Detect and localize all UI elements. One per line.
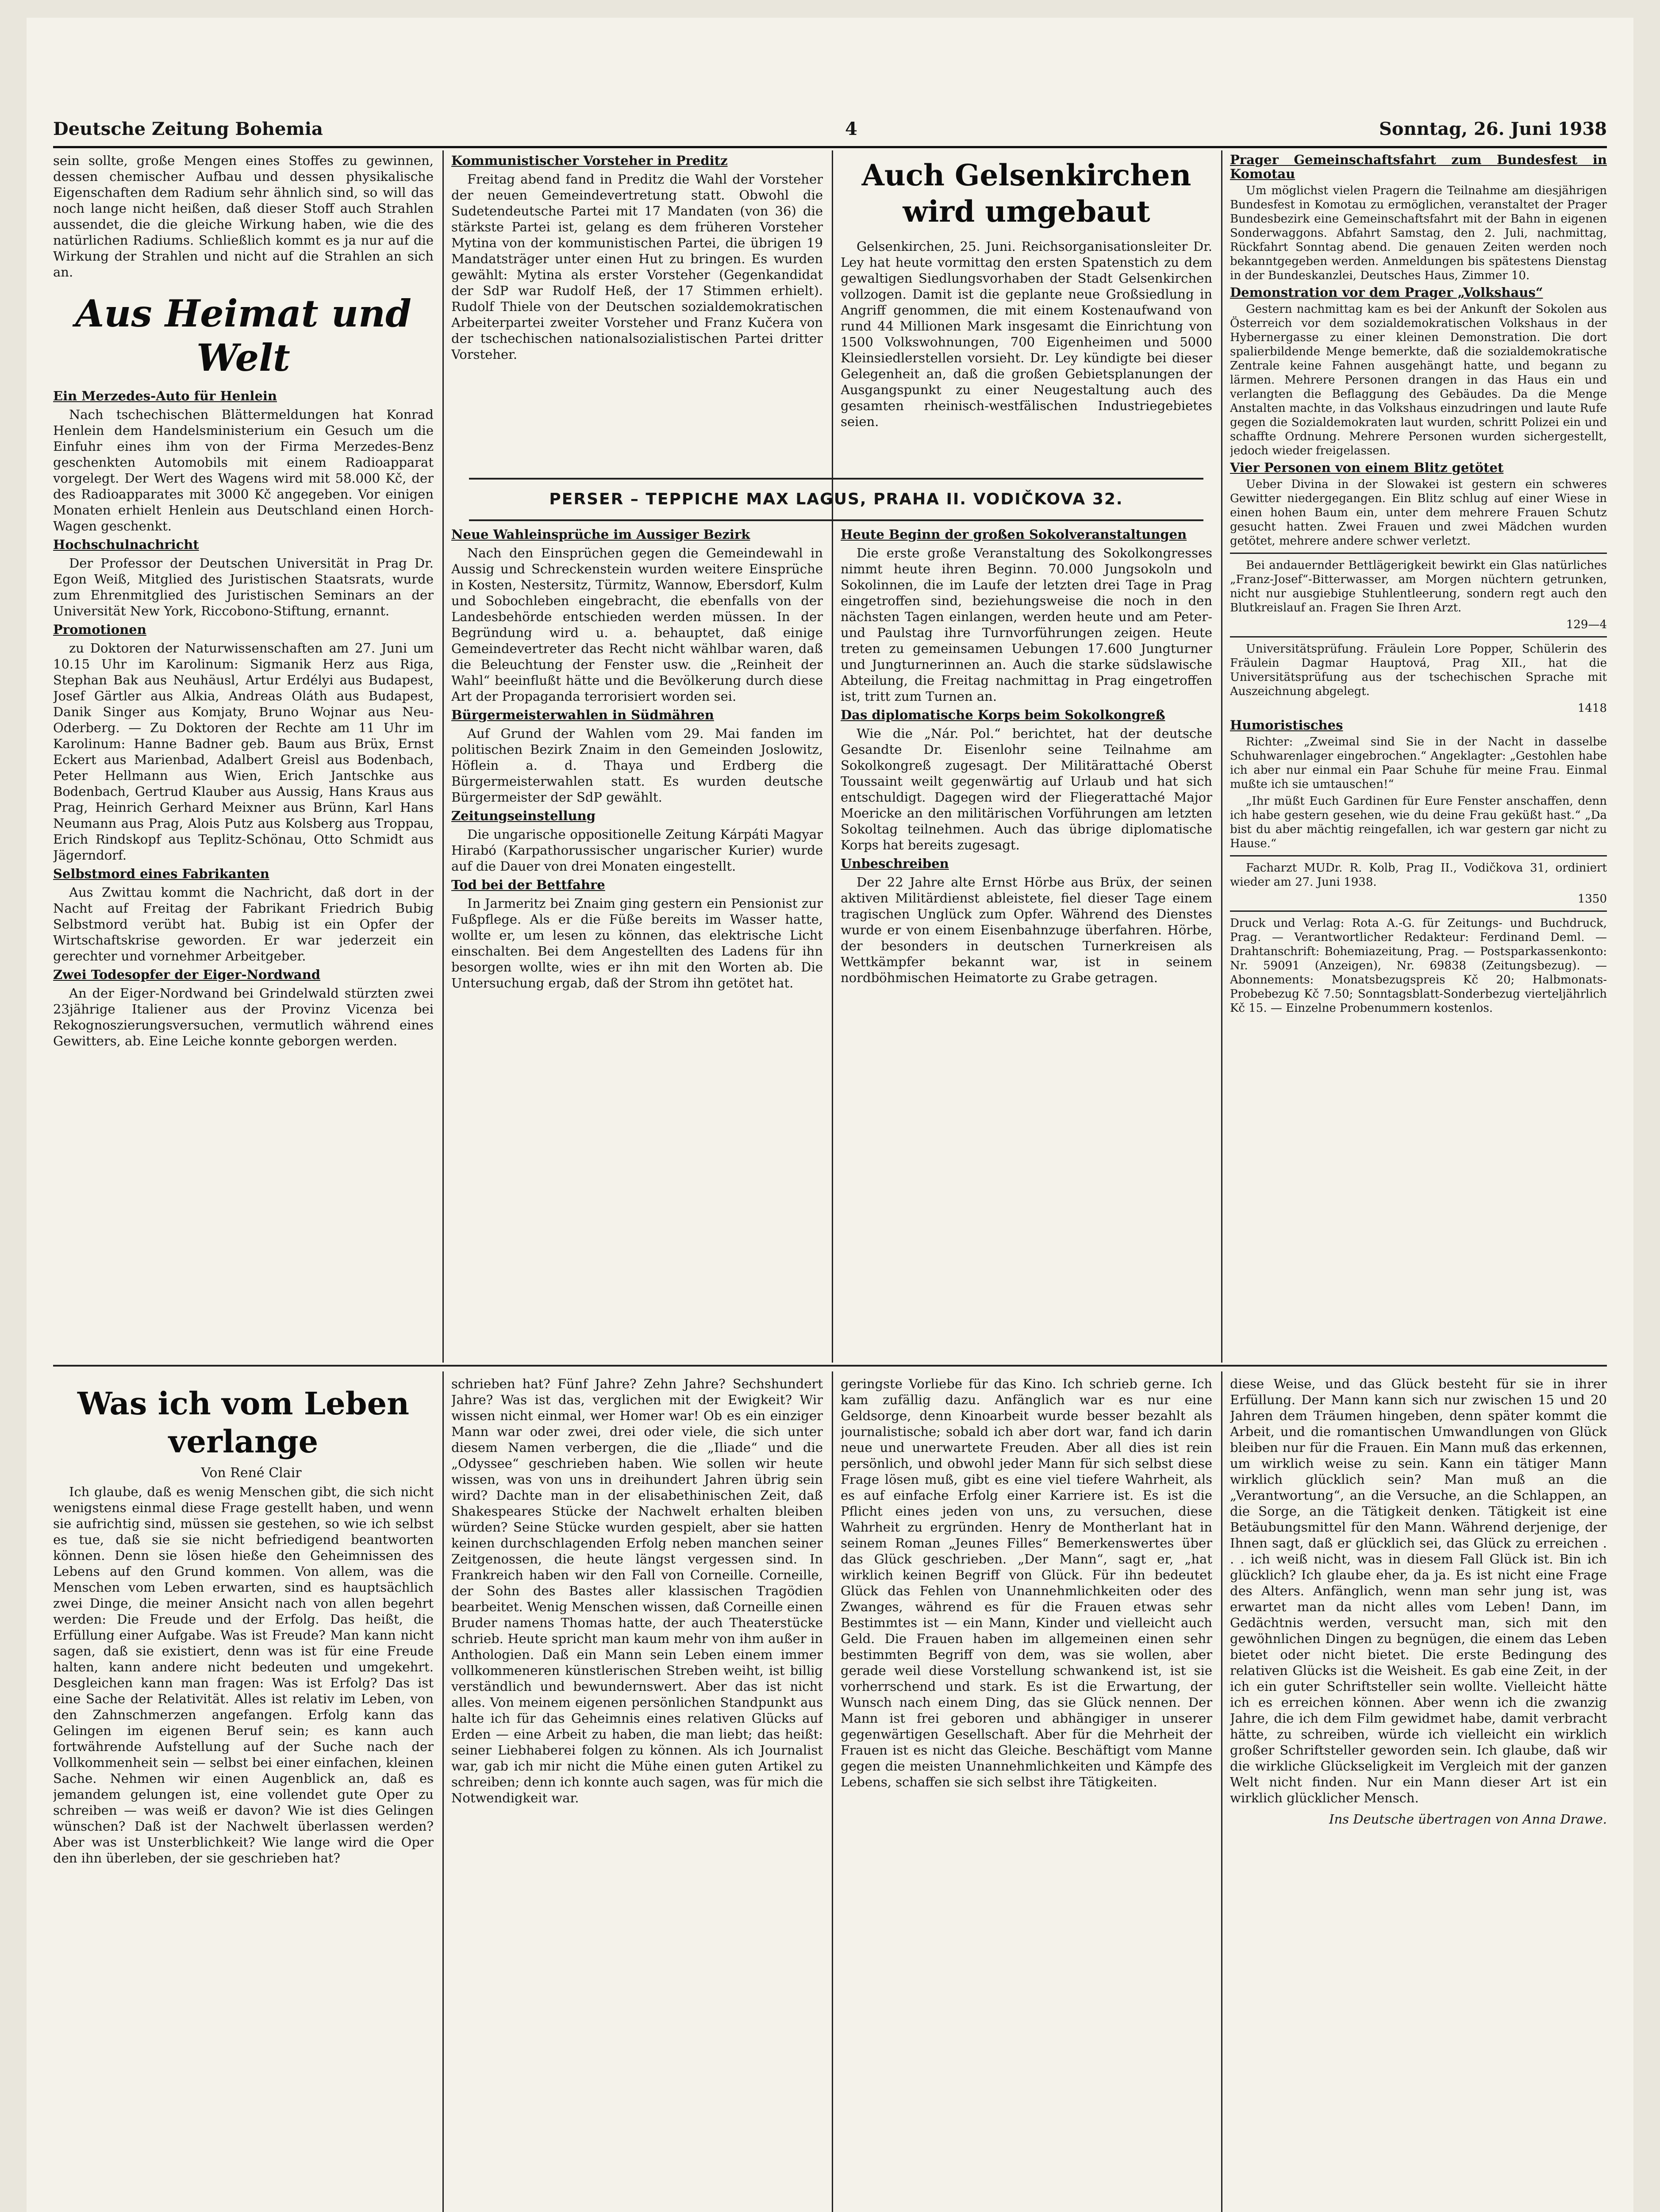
headline: Neue Wahleinsprüche im Aussiger Bezirk [451,527,750,542]
headline: Zeitungseinstellung [451,808,596,823]
headline: Zwei Todesopfer der Eiger-Nordwand [53,967,321,982]
article-text: Freitag abend fand in Preditz die Wahl der Vorsteher der neuen Gemeindevertretung statt. Obwohl die Sudetendeutsche Partei mit 17 Mandaten (von 36) die stärkste Partei ist, gelang es dem früheren Vorsteher Mytina von der kommunistischen Partei, die übrigen 19 Mandatsträger unter einen Hut zu bringen. Es wurden gewählt: Mytina als erster Vorsteher (Gegenkandidat der SdP war Rudolf Heß, der 17 Stimmen erhielt). Rudolf Thiele von der Deutschen sozialdemokratischen Arbeiterpartei zweiter Vorsteher und Franz Kučera von der tschechischen nationalsozialistischen Partei dritter Vorsteher. [451,172,823,362]
essay-text: geringste Vorliebe für das Kino. Ich schrieb gerne. Ich kam zufällig dazu. Anfänglich war es nur eine Geldsorge, denn Kinoarbeit wurde besser bezahlt als journalistische; sobald ich aber dort war, fand ich darin neue und unerwartete Freuden. Aber all dies ist rein persönlich, und obwohl jeder Mann für sich selbst diese Frage lösen muß, gibt es eine viel tiefere Wahrheit, als es auf einfache Erfolg einer Karriere ist. Es ist die Pflicht eines jeden von uns, zu versuchen, diese Wahrheit zu ergründen. Henry de Montherlant hat in seinem Roman „Jeunes Filles“ Bemerkenswertes über das Glück geschrieben. „Der Mann“, sagt er, „hat wirklich keinen Begriff von Glück. Für ihn bedeutet Glück das Fehlen von Unannehmlichkeiten oder des Zwanges, während es für die Frauen etwas sehr Bestimmtes ist — ein Mann, Kinder und vielleicht auch Geld. Die Frauen haben im allgemeinen einen sehr bestimmten Begriff von dem, was sie wollen, aber gerade weil diese Vorstellung schwankend ist, ist sie vorherrschend und stark. Es ist die Erwartung, der Wunsch nach einem Ding, das sie Glück nennen. Der Mann ist frei geboren und abhängiger in unserer gegenwärtigen Gesellschaft. Aber für die Mehrheit der Frauen ist es nicht das Gleiche. Beschäftigt vom Manne gegen die meisten Unannehmlichkeiten und Kämpfe des Lebens, schaffen sie sich selbst ihre Tätigkeiten. [841,1376,1212,1790]
article-title: Auch Gelsenkirchen wird umgebaut [861,158,1191,229]
advertisement-banner: PERSER – TEPPICHE MAX LAGUS, PRAHA II. VODIČKOVA 32. [469,478,1203,521]
headline: Tod bei der Bettfahre [451,877,605,892]
header-paper-name: Deutsche Zeitung Bohemia [53,119,323,139]
column-rule [832,1371,833,2212]
headline: Hochschulnachricht [53,537,199,552]
headline: Unbeschreiben [841,856,949,871]
essay-title: Was ich vom Leben verlange [77,1385,410,1460]
article-text: „Ihr müßt Euch Gardinen für Eure Fenster anschaffen, denn ich habe gestern gesehen, wie du deine Frau geküßt hast.“ „Da bist du aber mächtig reingefallen, ich war gestern gar nicht zu Hause.“ [1230,795,1607,850]
headline: Demonstration vor dem Prager „Volkshaus“ [1230,285,1543,300]
column-third-lower [841,526,1212,1358]
article-text: Richter: „Zweimal sind Sie in der Nacht in dasselbe Schuhwarenlager eingebrochen.“ Angeklagter: „Gestohlen habe ich aber nur einmal ein Paar Schuhe für meine Frau. Einmal mußte ich sie umtauschen!“ [1230,735,1607,791]
article-text: Aus Zwittau kommt die Nachricht, daß dort in der Nacht auf Freitag der Fabrikant Friedrich Bubig Selbstmord verübt hat. Bubig ist ein Opfer der Wirtschaftskrise geworden. Er war jederzeit ein gerechter und vornehmer Arbeitgeber. [53,885,434,964]
article-text: Der Professor der Deutschen Universität in Prag Dr. Egon Weiß, Mitglied des Juristischen Staatsrats, wurde zum Ehrenmitglied des Juristischen Seminars an der Universität New York, Riccobono-Stiftung, ernannt. [53,556,434,618]
headline: Heute Beginn der großen Sokolveranstaltungen [841,527,1187,542]
newspaper-page [27,18,1633,2212]
article-text: An der Eiger-Nordwand bei Grindelwald stürzten zwei 23jährige Italiener aus der Provinz Vicenza bei Rekognoszierungsversuchen, vermutlich während eines Gewitters, ab. Eine Leiche konnte geborgen werden. [53,986,434,1048]
section-divider [53,1365,1607,1367]
essay-text: diese Weise, und das Glück besteht für sie in ihrer Erfüllung. Der Mann kann sich nur zwischen 15 und 20 Jahren dem Träumen hingeben, denn später kommt die Arbeit, und die romantischen Umwandlungen von Glück bleiben nur für die Frauen. Ein Mann muß das erkennen, um wirklich weise zu sein. Kann ein tätiger Mann wirklich glücklich sein? Man muß an die „Verantwortung“, an die Versuche, an die Schlappen, an die Sorge, an die Tätigkeit denken. Tätigkeit ist eine Betäubungsmittel für den Mann. Während derjenige, der Ihnen sagt, daß er glücklich sei, das Glück zu erreichen . . . ich weiß nicht, was in diesem Fall Glück ist. Bin ich glücklich? Ich glaube eher, da ja. Es ist nicht eine Frage des Alters. Anfänglich, wenn man sehr jung ist, was erwartet man da nicht alles vom Leben! Dann, im Gedächtnis werden, versucht man, sich mit den gewöhnlichen Dingen zu begnügen, die einem das Leben bietet oder nicht bietet. Die erste Bedingung des relativen Glücks ist die Weisheit. Es gab eine Zeit, in der ich ein guter Schriftsteller sein wollte. Vielleicht hätte ich es erreichen können. Aber wenn ich die zwanzig Jahre, die ich dem Film gewidmet habe, damit verbracht hätte, zu schreiben, würde ich vielleicht ein wirklich großer Schriftsteller geworden sein. Ich glaube, daß wir die wirkliche Glückseligkeit im Vergleich mit der ganzen Welt nicht finden. Nur ein Mann dieser Art ist ein wirklich glücklicher Mensch. [1230,1376,1607,1805]
article-text: Nach tschechischen Blättermeldungen hat Konrad Henlein dem Handelsministerium ein Gesuch um die Einfuhr eines ihm von der Firma Merzedes-Benz geschenkten Automobils mit einem Radioapparat vorgelegt. Der Wert des Wagens wird mit 58.000 Kč, der des Radioapparates mit 3000 Kč angegeben. Vor einigen Monaten erhielt Henlein aus Deutschland einen Horch-Wagen geschenkt. [53,407,434,534]
headline: Selbstmord eines Fabrikanten [53,866,269,881]
column-rule [1221,1371,1222,2212]
column-rule [1221,150,1222,1363]
column-third-top [841,153,1212,471]
headline: Vier Personen von einem Blitz getötet [1230,460,1504,475]
essay-byline: Von René Clair [201,1465,302,1481]
article-text: Die erste große Veranstaltung des Sokolkongresses nimmt heute ihren Beginn. 70.000 Jungsokoln und Sokolinnen, die im Laufe der letzten drei Tage in Prag eingetroffen sind, beziehungsweise die noch in den nächsten Tagen einlangen, werden heute und am Peter- und Paulstag ihre Turnvorführungen zeigen. Heute treten zu gemeinsamen Uebungen 17.600 Jungturner und Jungturnerinnen an. Auch die starke südslawische Abteilung, die Freitag nachmittag in Prag eingetroffen ist, tritt zum Turnen an. [841,545,1212,704]
notice-code: 129—4 [1566,618,1607,631]
article-text: Die ungarische oppositionelle Zeitung Kárpáti Magyar Hirabó (Karpathorussischer ungarischer Kurier) wurde auf die Dauer von drei Monaten eingestellt. [451,827,823,874]
article-text: Nach den Einsprüchen gegen die Gemeindewahl in Aussig und Schreckenstein wurden weitere Einsprüche in Kosten, Nestersitz, Türmitz, Wannow, Ebersdorf, Kulm und Sobochleben eingebracht, die ebenfalls von der Landesbehörde entschieden werden müssen. In der Begründung wird u. a. behauptet, daß einige Gemeindevertreter das Recht nicht wählbar waren, daß die Beleuchtung der Fenster usw. die „Reinheit der Wahl“ beeinflußt hätte und die Bevölkerung durch diese Art der Propaganda terrorisiert worden sei. [451,545,823,704]
essay-column-3 [841,1376,1212,2212]
headline: Prager Gemeinschaftsfahrt zum Bundesfest in Komotau [1230,153,1607,181]
headline: Kommunistischer Vorsteher in Preditz [451,153,728,168]
notice-code: 1418 [1577,702,1607,715]
headline: Promotionen [53,622,146,637]
column-rule [442,150,444,1363]
notice-text: Universitätsprüfung. Fräulein Lore Popper, Schülerin des Fräulein Dagmar Hauptová, Prag XII., hat die Universitätsprüfung aus der tschechischen Sprache mit Auszeichnung abgelegt. [1230,642,1607,698]
notice-text: Bei andauernder Bettlägerigkeit bewirkt ein Glas natürliches „Franz-Josef“-Bitterwasser, am Morgen nüchtern getrunken, nicht nur ausgiebige Stuhlentleerung, sondern regt auch den Blutkreislauf an. Fragen Sie Ihren Arzt. [1230,559,1607,614]
page-header [53,115,1607,148]
imprint: Druck und Verlag: Rota A.-G. für Zeitungs- und Buchdruck, Prag. — Verantwortlicher Redakteur: Ferdinand Deml. — Drahtanschrift: Bohemiazeitung, Prag. — Postsparkassenkonto: Nr. 59091 (Anzeigen), Nr. 69838 (Zeitungsbezug). — Abonnements: Monatsbezugspreis Kč 20; Halbmonats-Probebezug Kč 7.50; Sonntagsblatt-Sonderbezug vierteljährlich Kč 15. — Einzelne Probenummern kostenlos. [1230,917,1607,1015]
column-second-top [451,153,823,471]
essay-column-1 [53,1376,434,2212]
article-text: Der 22 Jahre alte Ernst Hörbe aus Brüx, der seinen aktiven Militärdienst ableistete, fiel dieser Tage einem tragischen Unglück zum Opfer. Während des Dienstes wurde er von einem Eisenbahnzuge überfahren. Hörbe, der besonders in deutschen Turnerkreisen als Wettkämpfer bekannt war, ist in seinem nordböhmischen Heimatorte zu Grabe getragen. [841,875,1212,985]
article-text: zu Doktoren der Naturwissenschaften am 27. Juni um 10.15 Uhr im Karolinum: Sigmanik Herz aus Riga, Stephan Bak aus Neuhäusl, Artur Erdélyi aus Budapest, Josef Gärtler aus Alkia, Andreas Oláth aus Budapest, Danik Singer aus Komjaty, Bruno Wojnar aus Neu-Oderberg. — Zu Doktoren der Rechte am 11 Uhr im Karolinum: Hanne Badner geb. Baum aus Brüx, Ernst Eckert aus Marienbad, Adalbert Greisl aus Bodenbach, Peter Hellmann aus Wien, Erich Jantschke aus Bodenbach, Gertrud Klauber aus Aussig, Hans Kraus aus Prag, Heinrich Gerhard Meixner aus Brünn, Karl Hans Neumann aus Prag, Alois Putz aus Kolsberg aus Troppau, Erich Rindskopf aus Teplitz-Schönau, Otto Schmidt aus Jägerndorf. [53,641,434,863]
headline: Bürgermeisterwahlen in Südmähren [451,707,714,722]
intro-text: sein sollte, große Mengen eines Stoffes zu gewinnen, dessen chemischer Aufbau und dessen physikalische Eigenschaften dem Radium sehr ähnlich sind, so will das noch lange nicht heißen, daß dieser Stoff auch Strahlen aussendet, die die gleiche Wirkung haben, wie die des natürlichen Radiums. Schließlich kommt es ja nur auf die Wirkung der Strahlen und nicht auf die Strahlen an sich an. [53,153,434,280]
column-right [1230,153,1607,1356]
header-date: Sonntag, 26. Juni 1938 [1379,119,1607,139]
notice-text: Facharzt MUDr. R. Kolb, Prag II., Vodičkova 31, ordiniert wieder am 27. Juni 1938. [1230,861,1607,889]
column-left [53,153,434,1356]
article-text: In Jarmeritz bei Znaim ging gestern ein Pensionist zur Fußpflege. Als er die Füße bereits im Wasser hatte, wollte er, um lesen zu können, das elektrische Licht einschalten. Bei dem Angestellten des Ladens für ihn besorgen wollte, wies er ihn mit den Worten ab. Die Untersuchung ergab, daß der Strom ihn getötet hat. [451,896,823,991]
essay-translation-credit: Ins Deutsche übertragen von Anna Drawe. [1329,1812,1607,1827]
article-text: Gestern nachmittag kam es bei der Ankunft der Sokolen aus Österreich vor dem sozialdemokratischen Volkshaus in der Hybernergasse zu einer kleinen Demonstration. Die dort spalierbildende Menge bemerkte, daß die sozialdemokratische Zentrale keine Fahnen ausgehängt hatte, und begann zu lärmen. Mehrere Personen drangen in das Haus ein und verlangten die Beflaggung des Gebäudes. Da die Menge Anstalten machte, in das Volkshaus einzudringen und laute Rufe gegen die Sozialdemokraten laut wurden, schritt Polizei ein und schaffte Ordnung. Mehrere Personen wurden sichergestellt, jedoch wieder freigelassen. [1230,303,1607,457]
notice-code: 1350 [1577,892,1607,906]
headline: Humoristisches [1230,718,1343,733]
article-text: Um möglichst vielen Pragern die Teilnahme am diesjährigen Bundesfest in Komotau zu ermöglichen, veranstaltet der Prager Bundesbezirk eine Gemeinschaftsfahrt mit der Bahn in eigenen Sonderwaggons. Abfahrt Samstag, den 2. Juli, nachmittag, Rückfahrt Sonntag abend. Die genauen Zeiten werden noch bekanntgegeben werden. Anmeldungen bis spätestens Dienstag in der Bundeskanzlei, Deutsches Haus, Zimmer 10. [1230,184,1607,282]
essay-column-2 [451,1376,823,2212]
section-title: Aus Heimat und Welt [75,292,411,380]
article-text: Ueber Divina in der Slowakei ist gestern ein schweres Gewitter niedergegangen. Ein Blitz schlug auf einer Wiese in einen hohen Baum ein, unter dem mehrere Frauen Schutz gesucht hatten. Zwei Frauen und zwei Mädchen wurden getötet, mehrere andere schwer verletzt. [1230,478,1607,548]
headline: Das diplomatische Korps beim Sokolkongreß [841,707,1165,722]
essay-column-4 [1230,1376,1607,2212]
column-rule [832,150,833,1363]
column-rule [442,1371,444,2212]
essay-text: schrieben hat? Fünf Jahre? Zehn Jahre? Sechshundert Jahre? Was ist das, verglichen mit der Ewigkeit? Wir wissen nicht einmal, wer Homer war! Ob es ein einziger Mann war oder zwei, drei oder viele, die sich unter diesem Namen verbergen, die die „Iliade“ und die „Odyssee“ geschrieben haben. Wie sollen wir heute wissen, was von uns in dreihundert Jahren übrig sein wird? Dachte man in der elisabethinischen Zeit, daß Shakespeares Stücke der Nachwelt erhalten bleiben würden? Seine Stücke wurden gespielt, aber sie hatten keinen durchschlagenden Erfolg neben manchen seiner Zeitgenossen, die heute längst vergessen sind. In Frankreich haben wir den Fall von Corneille. Corneille, der Sohn des Bastes aller klassischen Tragödien bearbeitet. Wenig Menschen wissen, daß Corneille einen Bruder namens Thomas hatte, der auch Theaterstücke schrieb. Heute spricht man kaum mehr von ihm außer in Anthologien. Daß ein Mann sein Leben einem immer vollkommeneren künstlerischen Streben weiht, ist billig verständlich und bewundernswert. Aber das ist nicht alles. Von meinem eigenen persönlichen Standpunkt aus halte ich für das Geheimnis eines relativen Glücks auf Erden — eine Arbeit zu haben, die man liebt; das heißt: seiner Liebhaberei folgen zu können. Als ich Journalist war, gab ich mir nicht die Mühe einen guten Artikel zu schreiben; denn ich konnte auch sagen, was für mich die Notwendigkeit war. [451,1376,823,1805]
column-second-lower [451,526,823,1358]
essay-text: Ich glaube, daß es wenig Menschen gibt, die sich nicht wenigstens einmal diese Frage gestellt haben, und wenn sie aufrichtig sind, müssen sie gestehen, so wie ich selbst es tue, daß sie sie nicht befriedigend beantworten können. Denn sie lösen hieße den Geheimnissen des Lebens auf den Grund kommen. Von allem, was die Menschen vom Leben erwarten, sind es hauptsächlich zwei Dinge, die meiner Ansicht nach von allen begehrt werden: Die Freude und der Erfolg. Das heißt, die Erfüllung einer Aufgabe. Was ist Freude? Man kann nicht sagen, daß sie existiert, denn was ist für eine Freude halten, kann andere nicht bedeuten und umgekehrt. Desgleichen kann man fragen: Was ist Erfolg? Das ist eine Sache der Relativität. Alles ist relativ im Leben, von den Zahnschmerzen angefangen. Erfolg kann das Gelingen im eigenen Beruf sein; es kann auch fortwährende Aufstellung auf der Suche nach der Vollkommenheit sein — selbst bei einer einfachen, kleinen Sache. Nehmen wir einen Augenblick an, daß es jemandem gelungen ist, eine vollendet gute Oper zu schreiben — was weiß er davon? Wie ist dies Gelingen wünschen? Daß ist der Nachwelt überlassen werden? Aber was ist Unsterblichkeit? Wie lange wird die Oper den ihn überleben, der sie geschrieben hat? [53,1484,434,1866]
article-text: Auf Grund der Wahlen vom 29. Mai fanden im politischen Bezirk Znaim in den Gemeinden Joslowitz, Höflein a. d. Thaya und Erdberg die Bürgermeisterwahlen statt. Es wurden deutsche Bürgermeister der SdP gewählt. [451,726,823,805]
headline: Ein Merzedes-Auto für Henlein [53,388,277,403]
header-page-number: 4 [845,119,857,139]
article-text: Gelsenkirchen, 25. Juni. Reichsorganisationsleiter Dr. Ley hat heute vormittag den ersten Spatenstich zu dem gewaltigen Siedlungsvorhaben der Stadt Gelsenkirchen vollzogen. Damit ist die geplante neue Großsiedlung in Angriff genommen, die mit einem Kostenaufwand von rund 44 Millionen Mark insgesamt die Einrichtung von 1500 Volkswohnungen, 700 Eigenheimen und 5000 Kleinsiedlerstellen vorsieht. Dr. Ley kündigte bei dieser Gelegenheit an, daß die großen Gebietsplanungen der Ausgangspunkt zu einer Neugestaltung auch des gesamten rheinisch-westfälischen Industriegebietes seien. [841,239,1212,429]
article-text: Wie die „Nár. Pol.“ berichtet, hat der deutsche Gesandte Dr. Eisenlohr seine Teilnahme am Sokolkongreß zugesagt. Der Militärattaché Oberst Toussaint weilt gegenwärtig auf Urlaub und hat sich entschuldigt. Dagegen wird der Fliegerattaché Major Moericke an den militärischen Vorführungen am letzten Sokoltag teilnehmen. Auch das übrige diplomatische Korps hat bereits zugesagt. [841,726,1212,853]
